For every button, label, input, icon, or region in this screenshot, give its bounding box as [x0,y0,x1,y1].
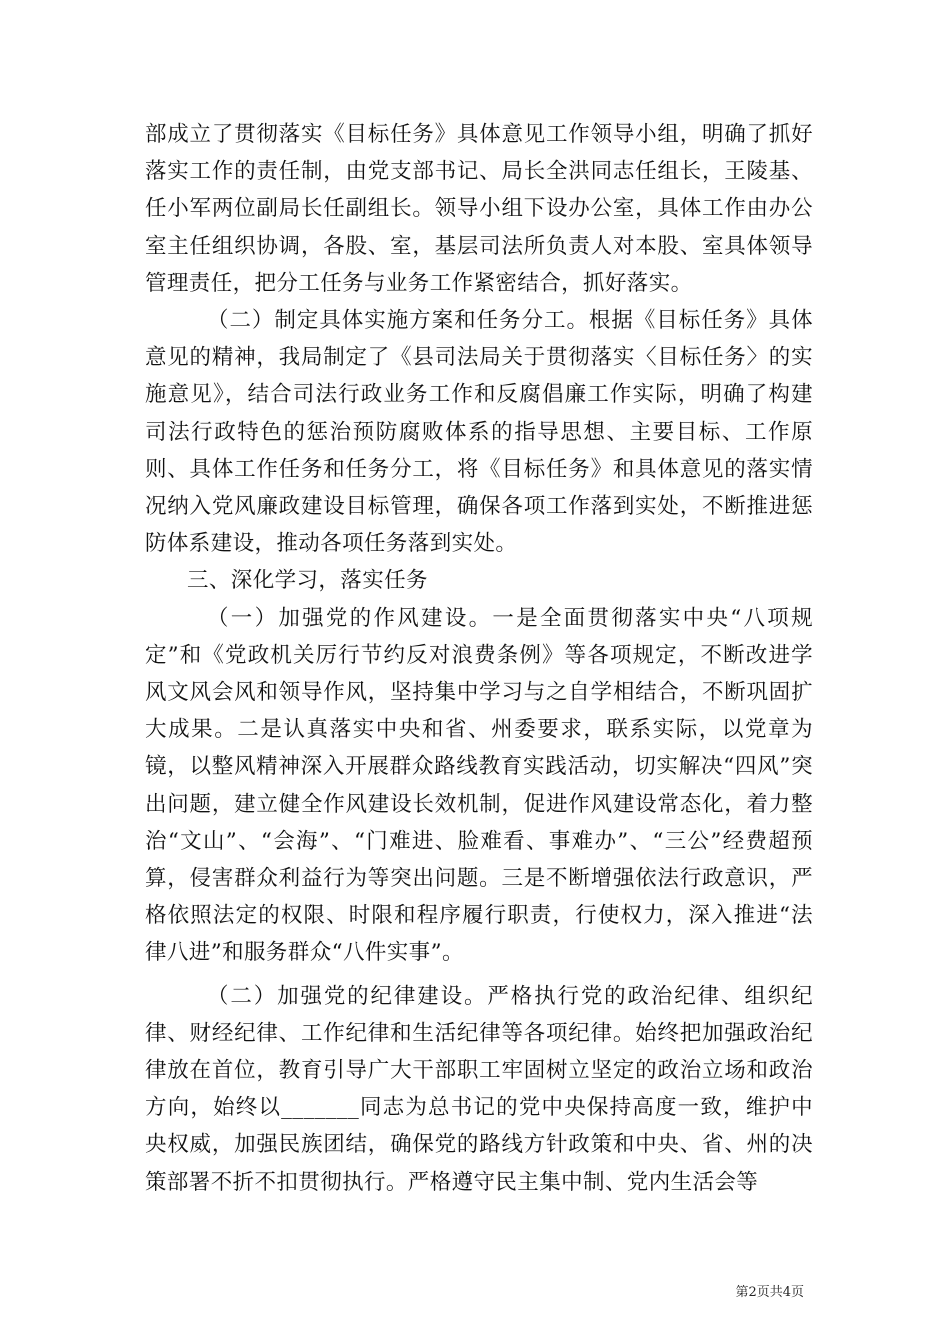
paragraph-leadership-group: 部成立了贯彻落实《目标任务》具体意见工作领导小组，明确了抓好落实工作的责任制，由党支部书记、局长全洪同志任组长，王陵基、任小军两位副局长任副组长。领导小组下设办公室，具体工作由办公室主任组织协调，各股、室，基层司法所负责人对本股、室具体领导管理责任，把分工任务与业务工作紧密结合，抓好落实。 [145,122,813,296]
paragraph-discipline: （二）加强党的纪律建设。严格执行党的政治纪律、组织纪律、财经纪律、工作纪律和生活纪律等各项纪律。始终把加强政治纪律放在首位，教育引导广大干部职工牢固树立坚定的政治立场和政治方向，始终以_______同志为总书记的党中央保持高度一致，维护中央权威，加强民族团结，确保党的路线方针政策和中央、省、州的决策部署不折不扣贯彻执行。严格遵守民主集中制、党内生活会等 [145,983,813,1195]
section-heading-deepen-study: 三、深化学习，落实任务 [187,568,428,594]
document-body [145,116,813,1201]
paragraph-work-style: （一）加强党的作风建设。一是全面贯彻落实中央“八项规定”和《党政机关厉行节约反对浪费条例》等各项规定，不断改进学风文风会风和领导作风，坚持集中学习与之自学相结合，不断巩固扩大成果。二是认真落实中央和省、州委要求，联系实际，以党章为镜，以整风精神深入开展群众路线教育实践活动，切实解决“四风”突出问题，建立健全作风建设长效机制，促进作风建设常态化，着力整治“文山”、“会海”、“门难进、脸难看、事难办”、“三公”经费超预算，侵害群众利益行为等突出问题。三是不断增强依法行政意识，严格依照法定的权限、时限和程序履行职责，行使权力，深入推进“法律八进”和服务群众“八件实事”。 [145,605,813,966]
page-number-footer: 第2页共4页 [735,1285,804,1300]
paragraph-implementation-plan: （二）制定具体实施方案和任务分工。根据《目标任务》具体意见的精神，我局制定了《县司法局关于贯彻落实〈目标任务〉的实施意见》，结合司法行政业务工作和反腐倡廉工作实际，明确了构建司法行政特色的惩治预防腐败体系的指导思想、主要目标、工作原则、具体工作任务和任务分工，将《目标任务》和具体意见的落实情况纳入党风廉政建设目标管理，确保各项工作落到实处，不断推进惩防体系建设，推动各项任务落到实处。 [145,308,813,557]
